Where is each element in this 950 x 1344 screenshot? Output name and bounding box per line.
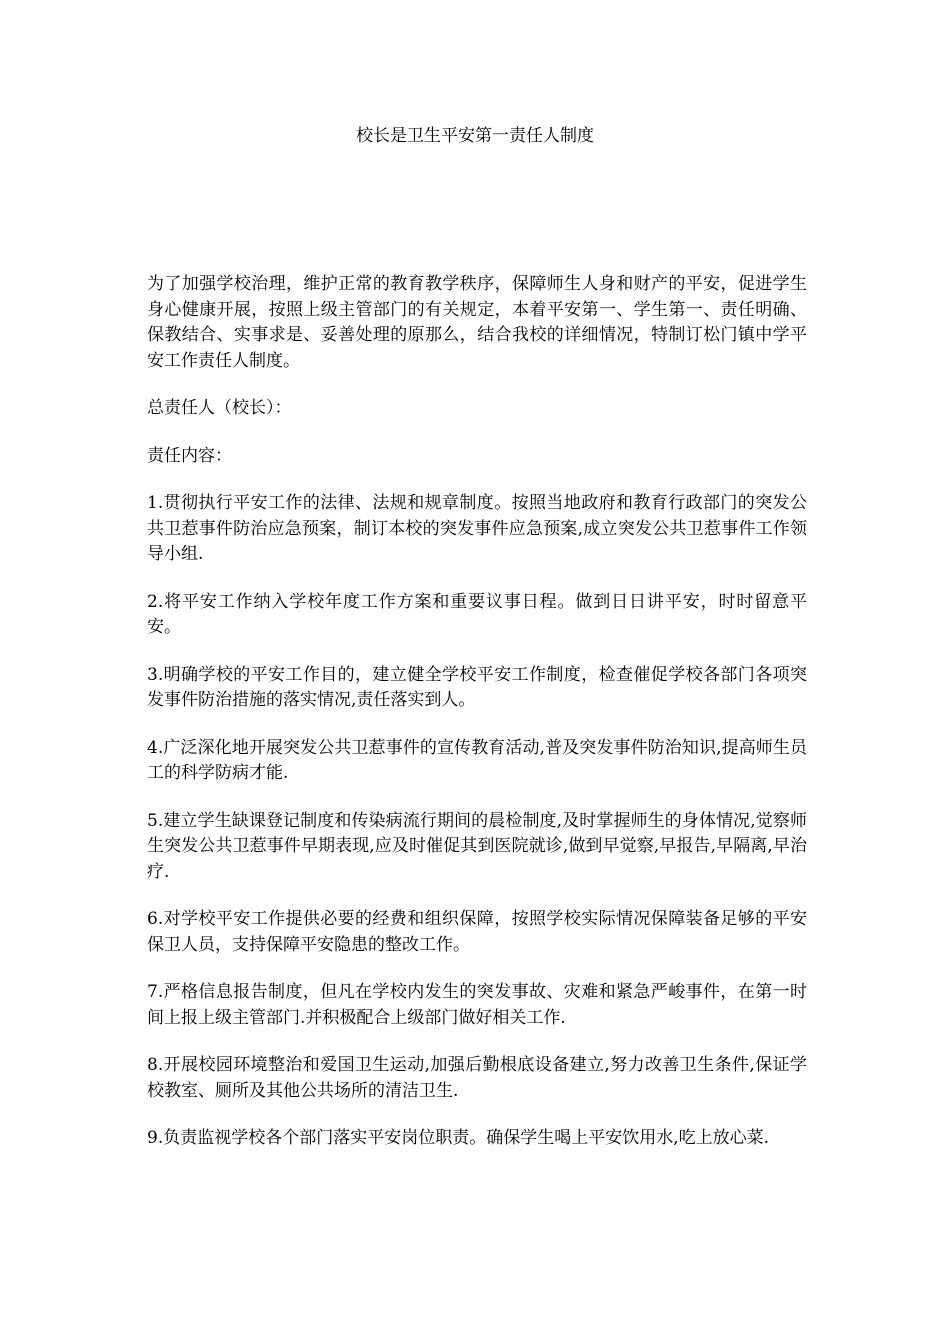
responsibility-item-4: 4.广泛深化地开展突发公共卫惹事件的宣传教育活动,普及突发事件防治知识,提高师生员工的科学防病才能. xyxy=(147,737,807,783)
content-heading: 责任内容： xyxy=(147,445,232,466)
responsibility-item-9: 9.负责监视学校各个部门落实平安岗位职责。确保学生喝上平安饮用水,吃上放心菜. xyxy=(147,1128,770,1148)
document-title: 校长是卫生平安第一责任人制度 xyxy=(356,126,594,146)
responsibility-item-3: 3.明确学校的平安工作目的，建立健全学校平安工作制度，检查催促学校各部门各项突发事件防治措施的落实情况,责任落实到人。 xyxy=(147,664,807,710)
intro-paragraph: 为了加强学校治理，维护正常的教育教学秩序，保障师生人身和财产的平安，促进学生身心健康开展，按照上级主管部门的有关规定，本着平安第一、学生第一、责任明确、保教结合、实事求是、妥善处理的原那么，结合我校的详细情况，特制订松门镇中学平安工作责任人制度。 xyxy=(147,274,807,371)
responsibility-item-2: 2.将平安工作纳入学校年度工作方案和重要议事日程。做到日日讲平安，时时留意平安。 xyxy=(147,591,807,637)
document-body xyxy=(147,272,807,1174)
responsibility-item-7: 7.严格信息报告制度，但凡在学校内发生的突发事故、灾难和紧急严峻事件，在第一时间上报上级主管部门.并积极配合上级部门做好相关工作. xyxy=(147,982,807,1028)
responsibility-item-6: 6.对学校平安工作提供必要的经费和组织保障，按照学校实际情况保障装备足够的平安保卫人员，支持保障平安隐患的整改工作。 xyxy=(147,909,807,955)
responsibility-item-1: 1.贯彻执行平安工作的法律、法规和规章制度。按照当地政府和教育行政部门的突发公共卫惹事件防治应急预案，制订本校的突发事件应急预案,成立突发公共卫惹事件工作领导小组. xyxy=(147,493,807,564)
responsible-person-line: 总责任人（校长）： xyxy=(147,398,292,418)
responsibility-item-5: 5.建立学生缺课登记制度和传染病流行期间的晨检制度,及时掌握师生的身体情况,觉察师生突发公共卫惹事件早期表现,应及时催促其到医院就诊,做到早觉察,早报告,早隔离,早治疗. xyxy=(147,810,807,882)
responsibility-item-8: 8.开展校园环境整治和爱国卫生运动,加强后勤根底设备建立,努力改善卫生条件,保证学校教室、厕所及其他公共场所的清洁卫生. xyxy=(147,1055,807,1101)
